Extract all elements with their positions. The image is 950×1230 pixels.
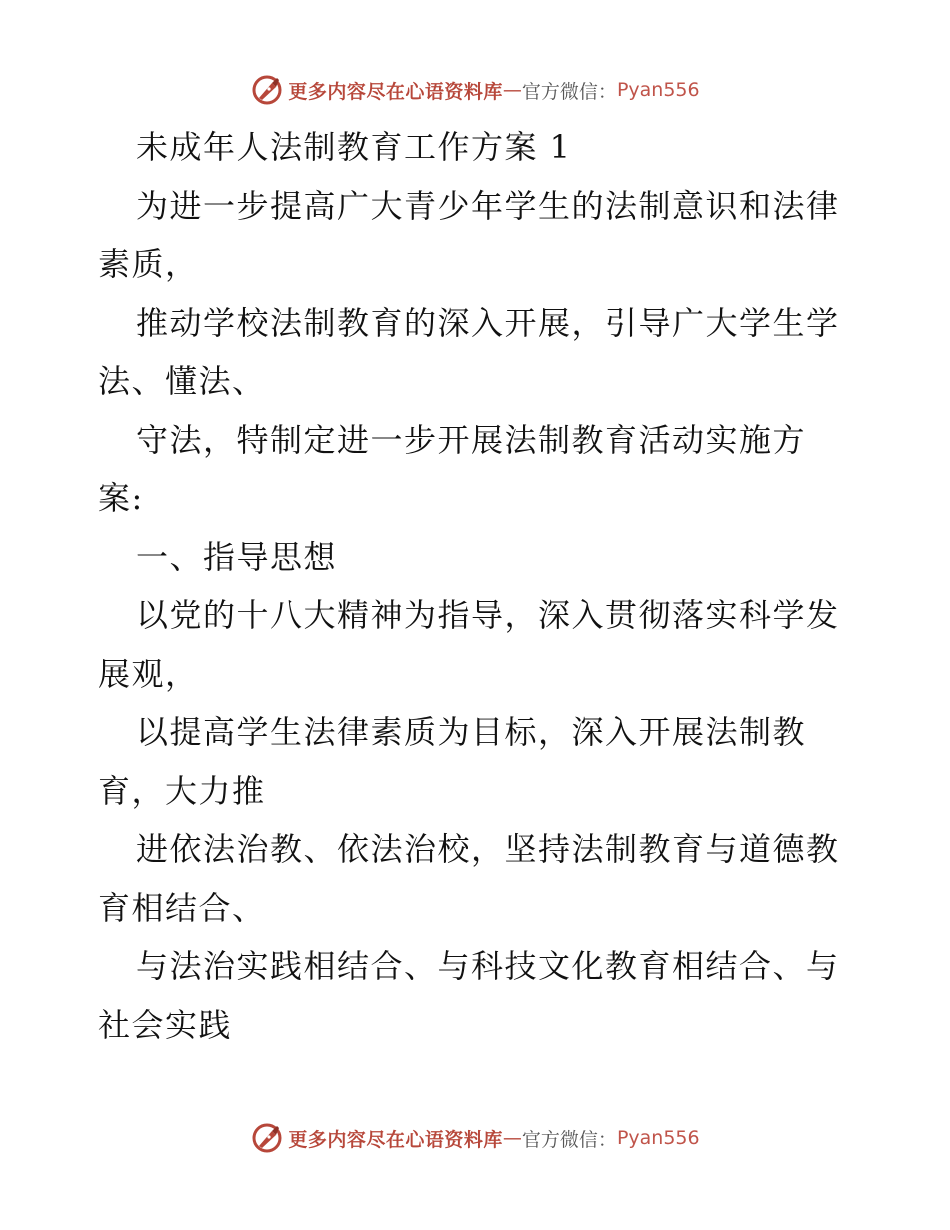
document-line: 案: [98, 479, 144, 517]
watermark-wechat-id: Pyan556 [616, 79, 700, 101]
document-line: 展观， [98, 654, 199, 693]
watermark-sub-text: 官方微信： [521, 1128, 617, 1151]
document-line: 守法，特制定进一步开展法制教育活动实施方 [136, 420, 807, 459]
pen-nib-logo-icon [250, 1121, 284, 1155]
pen-nib-logo-icon [250, 73, 284, 107]
document-body [98, 118, 858, 1054]
document-line: 为进一步提高广大青少年学生的法制意识和法律 [136, 186, 840, 225]
watermark-main-text: 更多内容尽在心语资料库 [288, 80, 503, 103]
watermark-dash: — [502, 1127, 522, 1149]
document-line: 育相结合、 [98, 888, 266, 927]
document-line: 以党的十八大精神为指导，深入贯彻落实科学发 [136, 596, 840, 634]
watermark-sub-text: 官方微信： [521, 80, 617, 103]
watermark-wechat-id: Pyan556 [616, 1127, 700, 1149]
document-line: 一、指导思想 [136, 537, 338, 576]
document-line: 推动学校法制教育的深入开展，引导广大学生学 [136, 303, 840, 342]
document-line: 未成年人法制教育工作方案 1 [136, 128, 572, 166]
document-line: 以提高学生法律素质为目标，深入开展法制教 [136, 713, 807, 751]
document-line: 与法治实践相结合、与科技文化教育相结合、与 [136, 947, 840, 985]
watermark-main-text: 更多内容尽在心语资料库 [288, 1128, 503, 1151]
document-line: 素质， [98, 245, 199, 283]
document-line: 法、懂法、 [98, 362, 266, 400]
document-line: 社会实践 [98, 1005, 233, 1044]
watermark-dash: — [502, 79, 522, 101]
document-line: 育，大力推 [98, 771, 266, 810]
document-line: 进依法治教、依法治校，坚持法制教育与道德教 [136, 830, 840, 868]
footer-watermark [0, 1118, 950, 1158]
header-watermark [0, 70, 950, 110]
